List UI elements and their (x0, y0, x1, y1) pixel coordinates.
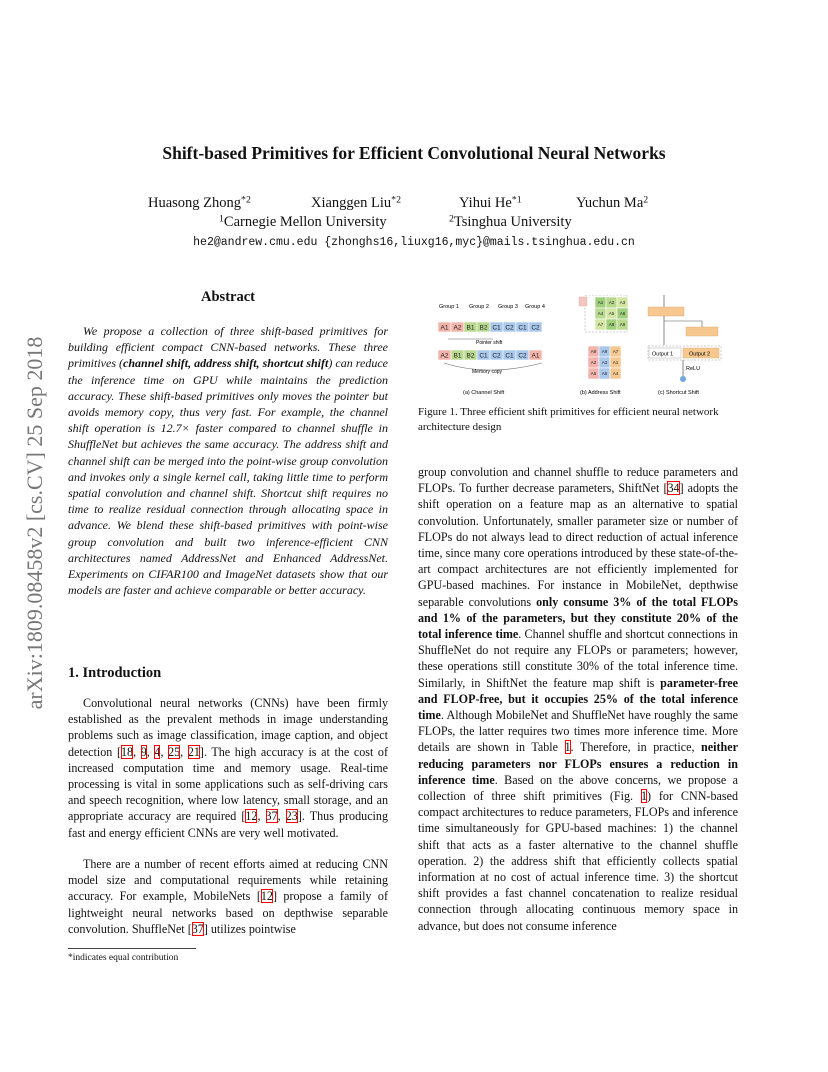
citation-link[interactable]: 4 (154, 744, 161, 759)
group-label: Group 4 (525, 304, 545, 310)
subfigure-label-c: (c) Shortcut Shift (658, 390, 699, 396)
channel-cell-label: B2 (479, 324, 488, 332)
channel-cell-label: C1 (492, 324, 501, 332)
channel-cell-label: C1 (518, 324, 527, 332)
address-cell-label: A2 (590, 360, 597, 366)
channel-cell-label: B2 (466, 352, 475, 360)
affiliation-1: $^1$ Carnegie Mellon University (219, 213, 387, 230)
output-2-label: Output 2 (689, 351, 711, 358)
paper-title: Shift-based Primitives for Efficient Convolutional Neural Networks (162, 143, 666, 163)
address-cell-label: A5 (590, 371, 597, 377)
relu-node (680, 376, 686, 382)
citation-link[interactable]: 37 (265, 809, 278, 824)
channel-cell-label: A1 (440, 324, 449, 332)
citation-link[interactable]: 12 (260, 889, 273, 904)
citation-link[interactable]: 25 (168, 744, 181, 759)
channel-cell-label: C1 (479, 352, 488, 360)
address-cell-label: A6 (619, 311, 626, 317)
subfigure-label-a: (a) Channel Shift (463, 390, 505, 396)
citation-link[interactable]: 34 (667, 481, 680, 496)
group-label: Group 3 (498, 304, 518, 310)
affiliation-2: $^2$ Tsinghua University (449, 213, 572, 230)
abstract-heading: Abstract (201, 289, 255, 305)
address-cell-label: A5 (608, 311, 615, 317)
address-cell-label: A9 (619, 322, 626, 328)
channel-cell-label: A1 (531, 352, 540, 360)
conv-block (686, 327, 718, 336)
figure-1 (418, 295, 738, 400)
channel-row-bottom (438, 350, 542, 360)
channel-cell-label: A2 (453, 324, 462, 332)
address-cell-label: A1 (597, 300, 604, 306)
figure-caption: Figure 1. Three efficient shift primitives for efficient neural network architecture design (418, 406, 719, 433)
intro-right-column: group convolution and channel shuffle to reduce parameters and FLOPs. To further decrease parameters, ShiftNet [34] adopts the shift operation on a feature map as an alternative to spatial convolution. Unfortunately, smaller parameter size or number of FLOPs do not always lead to direct reduction of actual inference time, since many core operations introduced by these state-of-the-art compact architectures are not efficiently implemented for GPU-based machines. For instance in MobileNet, depthwise separable convolutions only consume 3% of the total FLOPs and 1% of the parameters, but they constitute 20% of the total inference time. Channel shuffle and shortcut connections in ShuffleNet do not require any FLOPs or parameters; however, these operations still constitute 30% of the total inference time. Similarly, in ShiftNet the feature map shift is parameter-free and FLOP-free, but it occupies 25% of the total inference time. Although MobileNet and ShuffleNet have roughly the same FLOPs, the latter requires two times more inference time. More details are shown in Table 1. Therefore, in practice, neither reducing parameters nor FLOPs ensures a reduction in inference time. Based on the above concerns, we propose a collection of three shift primitives (Fig. 1) for CNN-based compact architectures to reduce parameters, FLOPs and inference time simultaneously for GPU-based machines: 1) the channel shift that acts as a faster alternative to the channel shuffle operation. 2) the address shift that efficiently collects spatial information at no cost of actual inference time. 3) the shortcut shift provides a fast channel concatenation to realize residual connection through allocating continuous memory space in advance, but does not consume inference (418, 465, 739, 933)
channel-cell-label: B1 (453, 352, 462, 360)
address-cell-label: A4 (612, 371, 619, 377)
address-cell-label: A1 (612, 360, 619, 366)
channel-cell-label: C2 (505, 324, 514, 332)
author-3: Yihui He$^{*1}$ (459, 194, 522, 211)
address-cell-label: A6 (601, 371, 608, 377)
output-1-label: Output 1 (652, 351, 674, 358)
citation-link[interactable]: 18 (120, 744, 134, 759)
address-grid-top (595, 297, 628, 330)
address-grid-bottom (588, 346, 621, 379)
conv-block (648, 307, 684, 316)
citation-link[interactable]: 23 (285, 809, 298, 824)
author-emails: he2@andrew.cmu.edu {zhonghs16,liuxg16,myc}@mails.tsinghua.edu.cn (193, 236, 635, 249)
footnote-rule (68, 948, 196, 949)
arxiv-stamp-text: arXiv:1809.08458v2 [cs.CV] 25 Sep 2018 (22, 336, 47, 710)
channel-cell-label: A2 (440, 352, 449, 360)
address-cell-label: A3 (619, 300, 626, 306)
abstract-text: We propose a collection of three shift-based primitives for building efficient compact CNN-based networks. These three primitives (channel shift, address shift, shortcut shift) can reduce the inference time on GPU while maintains the prediction accuracy. These shift-based primitives only moves the pointer but avoids memory copy, thus very fast. For example, the channel shift operation is 12.7× faster compared to channel shuffle in ShuffleNet but achieves the same accuracy. The address shift and channel shift can be merged into the point-wise group convolution and invokes only a single kernel call, taking little time to perform spatial convolution and channel shift. Shortcut shift requires no time to realize residual connection through allocating space in advance. We blend these shift-based primitives with point-wise group convolution and built two inference-efficient CNN architectures named AddressNet and Enhanced AddressNet. Experiments on CIFAR100 and ImageNet datasets show that our models are faster and achieve comparable or better accuracy. (68, 324, 388, 598)
subfigure-label-b: (b) Address Shift (580, 390, 621, 396)
author-4: Yuchun Ma$^2$ (576, 194, 649, 211)
footnote: *indicates equal contribution (68, 953, 179, 963)
address-shift-diagram (579, 295, 628, 396)
arxiv-stamp (22, 288, 48, 758)
channel-row-top (438, 322, 542, 332)
memory-copy-label: Memory copy (472, 369, 503, 375)
citation-link[interactable]: 37 (191, 921, 204, 936)
address-cell-label: A8 (590, 349, 597, 355)
channel-cell-label: C2 (492, 352, 501, 360)
group-label: Group 1 (439, 304, 459, 310)
table-ref-link[interactable]: 1 (564, 740, 571, 755)
address-cell-label: A8 (608, 322, 615, 328)
channel-cell-label: B1 (466, 324, 475, 332)
citation-link[interactable]: 12 (245, 809, 258, 824)
group-label: Group 2 (469, 304, 489, 310)
address-cell-label: A4 (597, 311, 604, 317)
channel-cell-label: C2 (531, 324, 540, 332)
address-cell-label: A7 (612, 349, 619, 355)
address-cell-label: A3 (601, 360, 608, 366)
citation-link[interactable]: 9 (140, 744, 147, 759)
address-cell-label: A7 (597, 322, 604, 328)
introduction-heading: 1. Introduction (68, 665, 162, 681)
address-cell-label: A9 (601, 349, 608, 355)
channel-shift-diagram (438, 304, 545, 396)
relu-label: ReLU (686, 366, 701, 372)
citation-link[interactable]: 21 (187, 744, 200, 759)
intro-paragraph-2: There are a number of recent efforts aimed at reducing CNN model size and computational requirements while retaining accuracy. For example, MobileNets [12] propose a family of lightweight neural networks based on depthwise separable convolution. ShuffleNet [37] utilizes pointwise (68, 857, 388, 936)
channel-cell-label: C1 (505, 352, 514, 360)
author-1: Huasong Zhong$^{*2}$ (148, 194, 251, 211)
address-cell-label: A2 (608, 300, 615, 306)
figure-ref-link[interactable]: 1 (640, 789, 647, 804)
shortcut-shift-diagram (648, 295, 721, 396)
author-2: Xianggen Liu$^{*2}$ (311, 194, 401, 211)
channel-cell-label: C2 (518, 352, 527, 360)
pointer-shift-label: Pointer shift (476, 340, 503, 346)
intro-paragraph-1: Convolutional neural networks (CNNs) have been firmly established as the prevalent methods in image understanding problems such as image classification, image caption, and object detection [18, 9, 4, 25, 21]. The high accuracy is at the cost of increased computation time and memory usage. Real-time processing is vital in some applications such as self-driving cars and speech recognition, where low latency, small storage, and an appropriate accuracy are required [12, 37, 23]. Thus producing fast and energy efficient CNNs are very well motivated. (68, 696, 389, 840)
